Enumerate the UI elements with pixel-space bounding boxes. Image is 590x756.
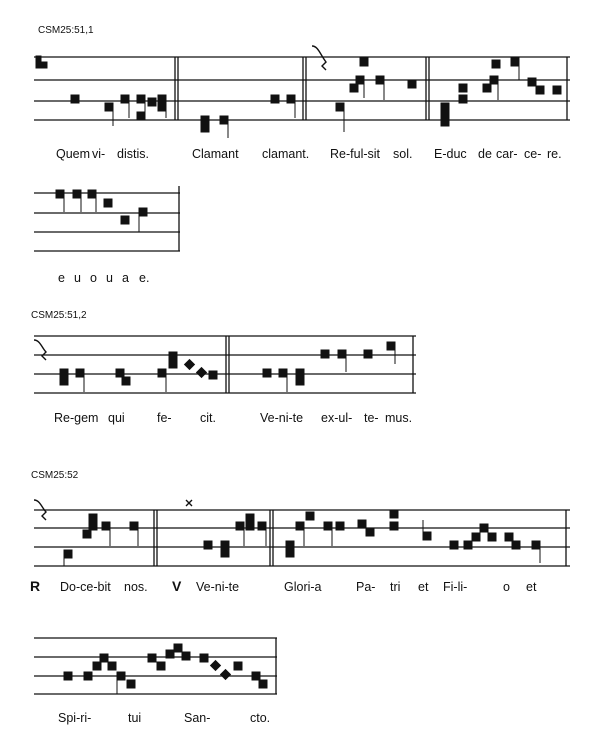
lyric-syllable: sol. — [393, 147, 413, 161]
lyric-syllable: tri — [390, 580, 401, 594]
lyric-syllable: Do-ce-bit — [60, 580, 111, 594]
bar-lines — [226, 336, 413, 393]
lyric-syllable: nos. — [124, 580, 148, 594]
bar-lines — [154, 510, 566, 566]
neumes — [71, 46, 561, 138]
response-symbol: R — [30, 578, 41, 594]
lyric-syllable: fe- — [157, 411, 172, 425]
lyric-syllable: cit. — [200, 411, 216, 425]
lyric-syllable: ce- — [524, 147, 542, 161]
lyric-syllable: Re-ful-sit — [330, 147, 381, 161]
staff-system — [34, 46, 570, 161]
neumes — [56, 190, 147, 232]
bar-lines — [175, 57, 567, 120]
lyric-syllable: San- — [184, 711, 211, 725]
lyric-syllable: Ve-ni-te — [260, 411, 304, 425]
lyric-syllable: ex-ul- — [321, 411, 353, 425]
chant-label: CSM25:52 — [31, 470, 79, 481]
neumes — [34, 340, 395, 392]
lyric-syllable: a — [122, 271, 129, 285]
staff-lines — [34, 336, 416, 393]
lyric-syllable: o — [90, 271, 97, 285]
lyric-syllable: Fi-li- — [443, 580, 468, 594]
lyric-syllable: e — [58, 271, 65, 285]
lyric-syllable: u — [106, 271, 113, 285]
lyric-syllable: clamant. — [262, 147, 310, 161]
lyric-syllable: Quem — [56, 147, 91, 161]
staff-system — [34, 638, 277, 725]
chant-label: CSM25:51,1 — [38, 25, 94, 36]
lyric-syllable: car- — [496, 147, 518, 161]
chant-label: CSM25:51,2 — [31, 310, 87, 321]
lyric-syllable: mus. — [385, 411, 413, 425]
lyric-syllable: de — [478, 147, 492, 161]
lyric-syllable: tui — [128, 711, 142, 725]
lyric-syllable: u — [74, 271, 81, 285]
lyric-syllable: Spi-ri- — [58, 711, 92, 725]
lyric-syllable: Glori-a — [284, 580, 322, 594]
lyric-syllable: Clamant — [192, 147, 239, 161]
verse-symbol: V — [172, 578, 182, 594]
staff-system — [34, 186, 180, 285]
lyric-syllable: vi- — [92, 147, 106, 161]
lyric-syllable: o — [503, 580, 510, 594]
lyric-syllable: te- — [364, 411, 379, 425]
lyric-syllable: qui — [108, 411, 125, 425]
lyric-syllable: Re-gem — [54, 411, 99, 425]
lyric-syllable: Pa- — [356, 580, 376, 594]
clef-icon — [36, 56, 47, 68]
lyric-syllable: et — [526, 580, 537, 594]
lyrics — [58, 711, 270, 725]
staff-system — [34, 336, 416, 425]
lyric-syllable: distis. — [117, 147, 149, 161]
lyric-syllable: E-duc — [434, 147, 467, 161]
lyric-syllable: e. — [139, 271, 150, 285]
lyrics — [54, 411, 412, 425]
lyric-syllable: et — [418, 580, 429, 594]
lyric-syllable: Ve-ni-te — [196, 580, 240, 594]
lyrics — [30, 578, 537, 594]
lyric-syllable: cto. — [250, 711, 271, 725]
lyric-syllable: re. — [547, 147, 562, 161]
lyrics — [58, 271, 149, 285]
staff-system — [30, 500, 570, 594]
neumes — [64, 644, 267, 694]
lyrics — [56, 147, 562, 161]
